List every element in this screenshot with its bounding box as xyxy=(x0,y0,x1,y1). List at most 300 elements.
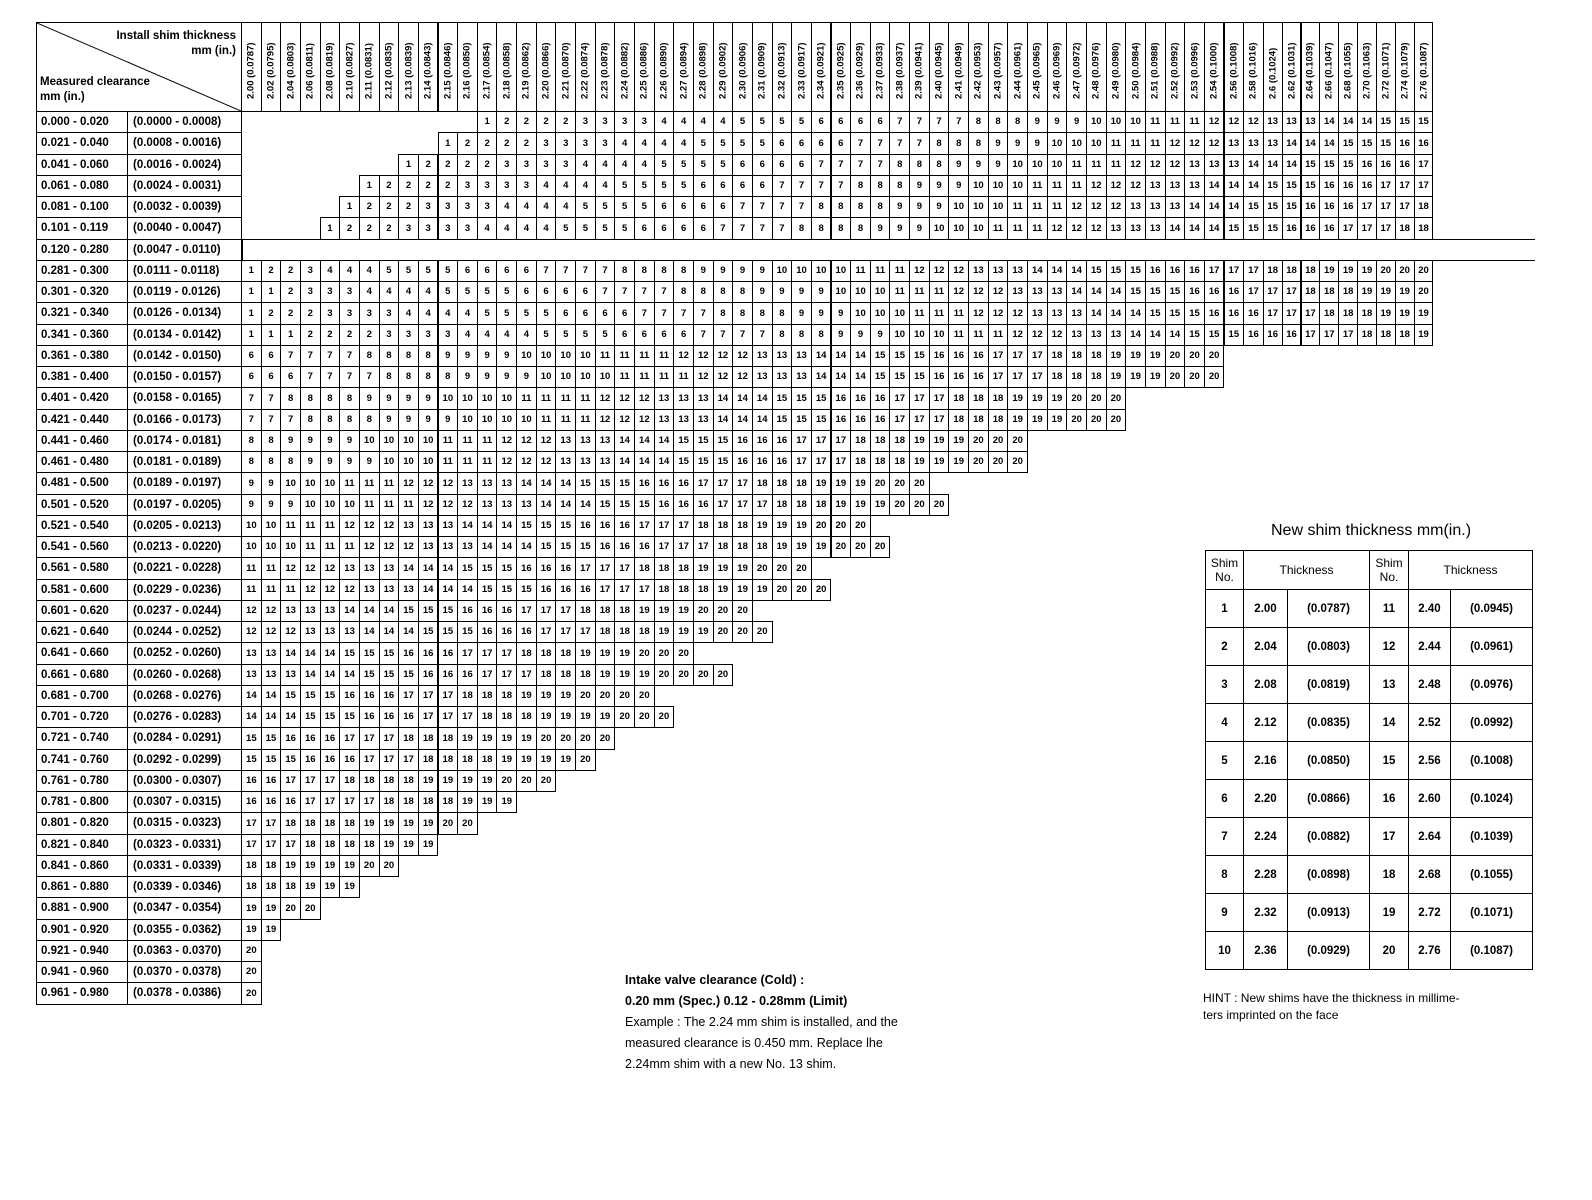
replacement-shim-number: 13 xyxy=(988,260,1009,282)
replacement-shim-number: 14 xyxy=(398,557,419,579)
replacement-shim-number: 15 xyxy=(359,664,380,686)
replacement-shim-number: 16 xyxy=(752,451,773,473)
replacement-shim-number: 13 xyxy=(320,600,341,622)
replacement-shim-number: 17 xyxy=(1319,324,1339,346)
replacement-shim-number: 18 xyxy=(732,515,753,537)
replacement-shim-number: 17 xyxy=(261,834,282,856)
replacement-shim-number: 11 xyxy=(1106,132,1127,154)
installed-shim-column-header xyxy=(772,22,793,112)
replacement-shim-number: 4 xyxy=(614,154,635,176)
replacement-shim-number: 7 xyxy=(595,281,616,303)
replacement-shim-number: 15 xyxy=(693,451,714,473)
replacement-shim-number: 13 xyxy=(261,664,282,686)
replacement-shim-number: 14 xyxy=(1145,324,1166,346)
new-shim-row xyxy=(1206,628,1533,666)
blank-row xyxy=(242,239,1535,261)
replacement-shim-number: 14 xyxy=(654,451,675,473)
replacement-shim-number: 17 xyxy=(929,387,950,409)
installed-shim-label: 2.43 (0.0957) xyxy=(992,41,1004,99)
replacement-shim-number: 6 xyxy=(241,366,262,388)
replacement-shim-number: 4 xyxy=(477,324,498,346)
replacement-shim-number: 20 xyxy=(1414,260,1434,282)
replacement-shim-number: 9 xyxy=(889,196,910,218)
replacement-shim-number: 5 xyxy=(791,111,812,133)
replacement-shim-number: 11 xyxy=(339,472,360,494)
replacement-shim-number: 9 xyxy=(496,345,517,367)
shim-number: 19 xyxy=(1370,894,1409,932)
replacement-shim-number: 16 xyxy=(870,387,891,409)
replacement-shim-number: 6 xyxy=(457,260,478,282)
replacement-shim-number: 13 xyxy=(1204,154,1225,176)
replacement-shim-number: 6 xyxy=(241,345,262,367)
replacement-shim-number: 16 xyxy=(850,387,871,409)
replacement-shim-number: 2 xyxy=(359,217,380,239)
replacement-shim-number: 6 xyxy=(693,175,714,197)
replacement-shim-number: 10 xyxy=(555,345,576,367)
replacement-shim-number: 18 xyxy=(280,812,301,834)
clearance-mm-label: 0.801 - 0.820 xyxy=(36,812,128,834)
replacement-shim-number: 15 xyxy=(614,494,635,516)
replacement-shim-number: 7 xyxy=(772,217,793,239)
replacement-shim-number: 2 xyxy=(457,132,478,154)
replacement-shim-number: 7 xyxy=(713,324,734,346)
replacement-shim-number: 8 xyxy=(300,409,321,431)
replacement-shim-number: 14 xyxy=(339,600,360,622)
replacement-shim-number: 2 xyxy=(418,154,439,176)
replacement-shim-number: 15 xyxy=(261,727,282,749)
replacement-shim-number: 9 xyxy=(457,366,478,388)
replacement-shim-number: 17 xyxy=(359,749,380,771)
replacement-shim-number: 11 xyxy=(1086,154,1107,176)
replacement-shim-number: 5 xyxy=(713,132,734,154)
replacement-shim-number: 16 xyxy=(595,515,616,537)
replacement-shim-number: 16 xyxy=(320,749,341,771)
replacement-shim-number: 12 xyxy=(968,281,989,303)
replacement-shim-number: 7 xyxy=(339,345,360,367)
replacement-shim-number: 15 xyxy=(713,451,734,473)
replacement-shim-number: 7 xyxy=(948,111,969,133)
replacement-shim-number: 5 xyxy=(752,132,773,154)
installed-shim-label: 2.50 (0.0984) xyxy=(1129,41,1141,99)
replacement-shim-number: 7 xyxy=(752,324,773,346)
replacement-shim-number: 12 xyxy=(457,494,478,516)
replacement-shim-number: 3 xyxy=(457,217,478,239)
installed-shim-label: 2.12 (0.0835) xyxy=(383,41,395,99)
installed-shim-label: 2.21 (0.0870) xyxy=(559,41,571,99)
installed-shim-label: 2.26 (0.0890) xyxy=(658,41,670,99)
replacement-shim-number: 16 xyxy=(1338,175,1358,197)
clearance-in-label: (0.0040 - 0.0047) xyxy=(127,217,242,239)
replacement-shim-number: 17 xyxy=(379,749,400,771)
replacement-shim-number: 8 xyxy=(870,175,891,197)
replacement-shim-number: 19 xyxy=(1145,345,1166,367)
clearance-mm-label: 0.781 - 0.800 xyxy=(36,791,128,813)
replacement-shim-number: 9 xyxy=(968,154,989,176)
clearance-mm-label: 0.821 - 0.840 xyxy=(36,834,128,856)
replacement-shim-number: 17 xyxy=(909,409,930,431)
replacement-shim-number: 16 xyxy=(359,706,380,728)
replacement-shim-number: 6 xyxy=(673,324,694,346)
replacement-shim-number: 6 xyxy=(772,132,793,154)
replacement-shim-number: 7 xyxy=(280,345,301,367)
replacement-shim-number: 15 xyxy=(811,387,832,409)
replacement-shim-number: 19 xyxy=(359,812,380,834)
replacement-shim-number: 20 xyxy=(1376,260,1396,282)
new-shim-table xyxy=(1205,550,1533,970)
replacement-shim-number: 3 xyxy=(477,175,498,197)
replacement-shim-number: 2 xyxy=(379,175,400,197)
installed-shim-column-header xyxy=(968,22,989,112)
replacement-shim-number: 13 xyxy=(516,494,537,516)
install-shim-label: Install shim thickness mm (in.) xyxy=(116,30,236,57)
replacement-shim-number: 18 xyxy=(300,812,321,834)
replacement-shim-number: 13 xyxy=(555,430,576,452)
replacement-shim-number: 8 xyxy=(418,345,439,367)
replacement-shim-number: 18 xyxy=(1357,324,1377,346)
replacement-shim-number: 13 xyxy=(1047,302,1068,324)
replacement-shim-number: 8 xyxy=(889,154,910,176)
replacement-shim-number: 19 xyxy=(713,557,734,579)
clearance-in-label: (0.0016 - 0.0024) xyxy=(127,154,242,176)
replacement-shim-number: 3 xyxy=(300,260,321,282)
replacement-shim-number: 19 xyxy=(1145,366,1166,388)
installed-shim-label: 2.22 (0.0874) xyxy=(579,41,591,99)
replacement-shim-number: 3 xyxy=(379,302,400,324)
clearance-mm-label: 0.921 - 0.940 xyxy=(36,940,128,962)
new-shim-row xyxy=(1206,780,1533,818)
installed-shim-column-header xyxy=(831,22,852,112)
replacement-shim-number: 15 xyxy=(379,664,400,686)
installed-shim-label: 2.53 (0.0996) xyxy=(1188,41,1200,99)
replacement-shim-number: 13 xyxy=(791,345,812,367)
shim-number: 14 xyxy=(1370,704,1409,742)
installed-shim-column-header xyxy=(575,22,596,112)
replacement-shim-number: 16 xyxy=(968,366,989,388)
replacement-shim-number: 19 xyxy=(693,621,714,643)
replacement-shim-number: 6 xyxy=(496,260,517,282)
replacement-shim-number: 9 xyxy=(1027,132,1048,154)
replacement-shim-number: 16 xyxy=(929,345,950,367)
replacement-shim-number: 13 xyxy=(1125,196,1146,218)
replacement-shim-number: 12 xyxy=(948,281,969,303)
replacement-shim-number: 8 xyxy=(280,451,301,473)
replacement-shim-number: 13 xyxy=(1301,111,1321,133)
replacement-shim-number: 14 xyxy=(654,430,675,452)
replacement-shim-number: 16 xyxy=(870,409,891,431)
replacement-shim-number: 3 xyxy=(595,111,616,133)
replacement-shim-number: 7 xyxy=(320,345,341,367)
replacement-shim-number: 18 xyxy=(968,409,989,431)
replacement-shim-number: 20 xyxy=(241,961,262,983)
replacement-shim-number: 10 xyxy=(457,387,478,409)
shim-no-header: Shim No. xyxy=(1206,551,1244,590)
replacement-shim-number: 14 xyxy=(1165,324,1186,346)
replacement-shim-number: 12 xyxy=(339,515,360,537)
replacement-shim-number: 7 xyxy=(889,132,910,154)
replacement-shim-number: 9 xyxy=(948,154,969,176)
replacement-shim-number: 17 xyxy=(418,706,439,728)
replacement-shim-number: 19 xyxy=(811,536,832,558)
replacement-shim-number: 9 xyxy=(379,387,400,409)
replacement-shim-number: 15 xyxy=(280,749,301,771)
replacement-shim-number: 18 xyxy=(496,685,517,707)
replacement-shim-number: 10 xyxy=(241,515,262,537)
replacement-shim-number: 15 xyxy=(1086,260,1107,282)
replacement-shim-number: 17 xyxy=(300,791,321,813)
replacement-shim-number: 20 xyxy=(988,430,1009,452)
replacement-shim-number: 8 xyxy=(320,409,341,431)
replacement-shim-number: 8 xyxy=(398,345,419,367)
replacement-shim-number: 19 xyxy=(555,749,576,771)
replacement-shim-number: 18 xyxy=(241,876,262,898)
replacement-shim-number: 13 xyxy=(1243,132,1264,154)
replacement-shim-number: 10 xyxy=(320,472,341,494)
thickness-mm: 2.00 xyxy=(1244,590,1288,628)
replacement-shim-number: 18 xyxy=(889,451,910,473)
installed-shim-column-header xyxy=(359,22,380,112)
replacement-shim-number: 16 xyxy=(614,536,635,558)
replacement-shim-number: 12 xyxy=(536,451,557,473)
replacement-shim-number: 14 xyxy=(1282,132,1302,154)
replacement-shim-number: 2 xyxy=(477,154,498,176)
replacement-shim-number: 18 xyxy=(1066,366,1087,388)
clearance-mm-label: 0.120 - 0.280 xyxy=(36,239,128,261)
shim-no-header: Shim No. xyxy=(1370,551,1409,590)
replacement-shim-number: 18 xyxy=(713,515,734,537)
replacement-shim-number: 7 xyxy=(595,260,616,282)
replacement-shim-number: 19 xyxy=(516,749,537,771)
replacement-shim-number: 10 xyxy=(988,175,1009,197)
replacement-shim-number: 10 xyxy=(261,536,282,558)
replacement-shim-number: 9 xyxy=(791,302,812,324)
replacement-shim-number: 18 xyxy=(1047,366,1068,388)
replacement-shim-number: 2 xyxy=(438,175,459,197)
replacement-shim-number: 14 xyxy=(555,494,576,516)
installed-shim-column-header xyxy=(280,22,301,112)
installed-shim-label: 2.14 (0.0843) xyxy=(422,41,434,99)
replacement-shim-number: 9 xyxy=(438,345,459,367)
replacement-shim-number: 12 xyxy=(1106,175,1127,197)
replacement-shim-number: 12 xyxy=(300,579,321,601)
replacement-shim-number: 15 xyxy=(1165,281,1186,303)
replacement-shim-number: 19 xyxy=(1395,302,1415,324)
replacement-shim-number: 20 xyxy=(968,430,989,452)
installed-shim-label: 2.11 (0.0831) xyxy=(363,42,375,99)
replacement-shim-number: 18 xyxy=(732,536,753,558)
new-shim-row xyxy=(1206,932,1533,970)
replacement-shim-number: 4 xyxy=(477,217,498,239)
replacement-shim-number: 5 xyxy=(673,175,694,197)
replacement-shim-number: 16 xyxy=(457,664,478,686)
replacement-shim-number: 8 xyxy=(850,175,871,197)
replacement-shim-number: 19 xyxy=(811,472,832,494)
clearance-mm-label: 0.961 - 0.980 xyxy=(36,982,128,1004)
replacement-shim-number: 16 xyxy=(752,430,773,452)
replacement-shim-number: 15 xyxy=(1165,302,1186,324)
replacement-shim-number: 3 xyxy=(477,196,498,218)
replacement-shim-number: 2 xyxy=(320,324,341,346)
installed-shim-column-header xyxy=(1106,22,1127,112)
clearance-in-label: (0.0158 - 0.0165) xyxy=(127,387,242,409)
replacement-shim-number: 16 xyxy=(339,749,360,771)
replacement-shim-number: 9 xyxy=(457,345,478,367)
replacement-shim-number: 11 xyxy=(280,579,301,601)
installed-shim-column-header xyxy=(870,22,891,112)
replacement-shim-number: 11 xyxy=(261,579,282,601)
replacement-shim-number: 20 xyxy=(1184,366,1205,388)
installed-shim-column-header xyxy=(614,22,635,112)
clearance-mm-label: 0.101 - 0.119 xyxy=(36,217,128,239)
replacement-shim-number: 13 xyxy=(398,579,419,601)
replacement-shim-number: 20 xyxy=(1007,430,1028,452)
replacement-shim-number: 7 xyxy=(772,196,793,218)
replacement-shim-number: 19 xyxy=(673,600,694,622)
replacement-shim-number: 4 xyxy=(595,154,616,176)
replacement-shim-number: 16 xyxy=(1145,260,1166,282)
installed-shim-column-header xyxy=(1184,22,1205,112)
replacement-shim-number: 16 xyxy=(1319,217,1339,239)
replacement-shim-number: 10 xyxy=(870,302,891,324)
installed-shim-column-header xyxy=(654,22,675,112)
installed-shim-label: 2.38 (0.0937) xyxy=(894,41,905,99)
replacement-shim-number: 20 xyxy=(968,451,989,473)
replacement-shim-number: 1 xyxy=(320,217,341,239)
replacement-shim-number: 18 xyxy=(988,387,1009,409)
replacement-shim-number: 18 xyxy=(1319,281,1339,303)
shim-number: 3 xyxy=(1206,666,1244,704)
replacement-shim-number: 10 xyxy=(438,387,459,409)
installed-shim-column-header xyxy=(438,22,459,112)
replacement-shim-number: 7 xyxy=(929,111,950,133)
replacement-shim-number: 8 xyxy=(752,302,773,324)
replacement-shim-number: 8 xyxy=(772,302,793,324)
replacement-shim-number: 4 xyxy=(418,281,439,303)
replacement-shim-number: 19 xyxy=(418,770,439,792)
replacement-shim-number: 2 xyxy=(477,132,498,154)
replacement-shim-number: 16 xyxy=(772,430,793,452)
installed-shim-label: 2.30 (0.0906) xyxy=(736,41,748,99)
replacement-shim-number: 9 xyxy=(831,302,852,324)
new-shim-row xyxy=(1206,590,1533,628)
replacement-shim-number: 13 xyxy=(555,451,576,473)
replacement-shim-number: 18 xyxy=(575,600,596,622)
replacement-shim-number: 19 xyxy=(516,727,537,749)
replacement-shim-number: 19 xyxy=(1047,409,1068,431)
replacement-shim-number: 3 xyxy=(575,111,596,133)
replacement-shim-number: 7 xyxy=(791,175,812,197)
replacement-shim-number: 1 xyxy=(280,324,301,346)
thickness-in: (0.0787) xyxy=(1288,590,1370,628)
thickness-mm: 2.36 xyxy=(1244,932,1288,970)
clearance-in-label: (0.0268 - 0.0276) xyxy=(127,685,242,707)
replacement-shim-number: 11 xyxy=(909,302,930,324)
new-shim-row xyxy=(1206,704,1533,742)
replacement-shim-number: 17 xyxy=(1357,217,1377,239)
replacement-shim-number: 17 xyxy=(595,557,616,579)
replacement-shim-number: 17 xyxy=(1224,260,1245,282)
installed-shim-label: 2.68 (0.1055) xyxy=(1342,41,1354,99)
replacement-shim-number: 15 xyxy=(320,685,341,707)
replacement-shim-number: 13 xyxy=(438,536,459,558)
replacement-shim-number: 4 xyxy=(379,281,400,303)
replacement-shim-number: 14 xyxy=(1125,302,1146,324)
replacement-shim-number: 19 xyxy=(261,897,282,919)
replacement-shim-number: 3 xyxy=(320,281,341,303)
replacement-shim-number: 9 xyxy=(1047,111,1068,133)
replacement-shim-number: 16 xyxy=(379,706,400,728)
replacement-shim-number: 19 xyxy=(418,834,439,856)
replacement-shim-number: 17 xyxy=(1027,345,1048,367)
replacement-shim-number: 14 xyxy=(614,451,635,473)
clearance-mm-label: 0.881 - 0.900 xyxy=(36,897,128,919)
replacement-shim-number: 20 xyxy=(732,621,753,643)
replacement-shim-number: 14 xyxy=(1086,281,1107,303)
replacement-shim-number: 13 xyxy=(1027,302,1048,324)
replacement-shim-number: 12 xyxy=(1047,217,1068,239)
replacement-shim-number: 6 xyxy=(772,154,793,176)
replacement-shim-number: 12 xyxy=(418,472,439,494)
installed-shim-label: 2.40 (0.0945) xyxy=(933,41,945,99)
replacement-shim-number: 11 xyxy=(438,451,459,473)
clearance-mm-label: 0.461 - 0.480 xyxy=(36,451,128,473)
installed-shim-label: 2.32 (0.0913) xyxy=(776,41,788,99)
installed-shim-column-header xyxy=(929,22,950,112)
replacement-shim-number: 11 xyxy=(948,324,969,346)
installed-shim-column-header xyxy=(516,22,537,112)
replacement-shim-number: 7 xyxy=(654,281,675,303)
replacement-shim-number: 3 xyxy=(457,175,478,197)
replacement-shim-number: 15 xyxy=(555,515,576,537)
replacement-shim-number: 8 xyxy=(732,302,753,324)
replacement-shim-number: 17 xyxy=(909,387,930,409)
replacement-shim-number: 17 xyxy=(1027,366,1048,388)
clearance-mm-label: 0.561 - 0.580 xyxy=(36,557,128,579)
replacement-shim-number: 5 xyxy=(654,175,675,197)
replacement-shim-number: 14 xyxy=(614,430,635,452)
thickness-mm: 2.60 xyxy=(1409,780,1451,818)
replacement-shim-number: 18 xyxy=(850,451,871,473)
replacement-shim-number: 8 xyxy=(850,196,871,218)
replacement-shim-number: 11 xyxy=(1007,217,1028,239)
replacement-shim-number: 9 xyxy=(929,175,950,197)
replacement-shim-number: 9 xyxy=(339,451,360,473)
replacement-shim-number: 16 xyxy=(1338,196,1358,218)
replacement-shim-number: 20 xyxy=(1184,345,1205,367)
replacement-shim-number: 20 xyxy=(575,685,596,707)
replacement-shim-number: 19 xyxy=(752,515,773,537)
replacement-shim-number: 17 xyxy=(575,557,596,579)
thickness-mm: 2.12 xyxy=(1244,704,1288,742)
replacement-shim-number: 12 xyxy=(339,579,360,601)
replacement-shim-number: 14 xyxy=(1243,175,1264,197)
replacement-shim-number: 14 xyxy=(496,536,517,558)
thickness-in: (0.0835) xyxy=(1288,704,1370,742)
replacement-shim-number: 13 xyxy=(261,642,282,664)
replacement-shim-number: 7 xyxy=(850,154,871,176)
replacement-shim-number: 9 xyxy=(280,494,301,516)
replacement-shim-number: 11 xyxy=(614,366,635,388)
replacement-shim-number: 6 xyxy=(555,302,576,324)
clearance-in-label: (0.0205 - 0.0213) xyxy=(127,515,242,537)
replacement-shim-number: 14 xyxy=(418,557,439,579)
replacement-shim-number: 8 xyxy=(811,196,832,218)
installed-shim-label: 2.33 (0.0917) xyxy=(795,41,807,99)
replacement-shim-number: 19 xyxy=(1125,366,1146,388)
shim-number: 2 xyxy=(1206,628,1244,666)
installed-shim-label: 2.15 (0.0846) xyxy=(442,41,454,99)
replacement-shim-number: 11 xyxy=(1145,111,1166,133)
replacement-shim-number: 12 xyxy=(1243,111,1264,133)
